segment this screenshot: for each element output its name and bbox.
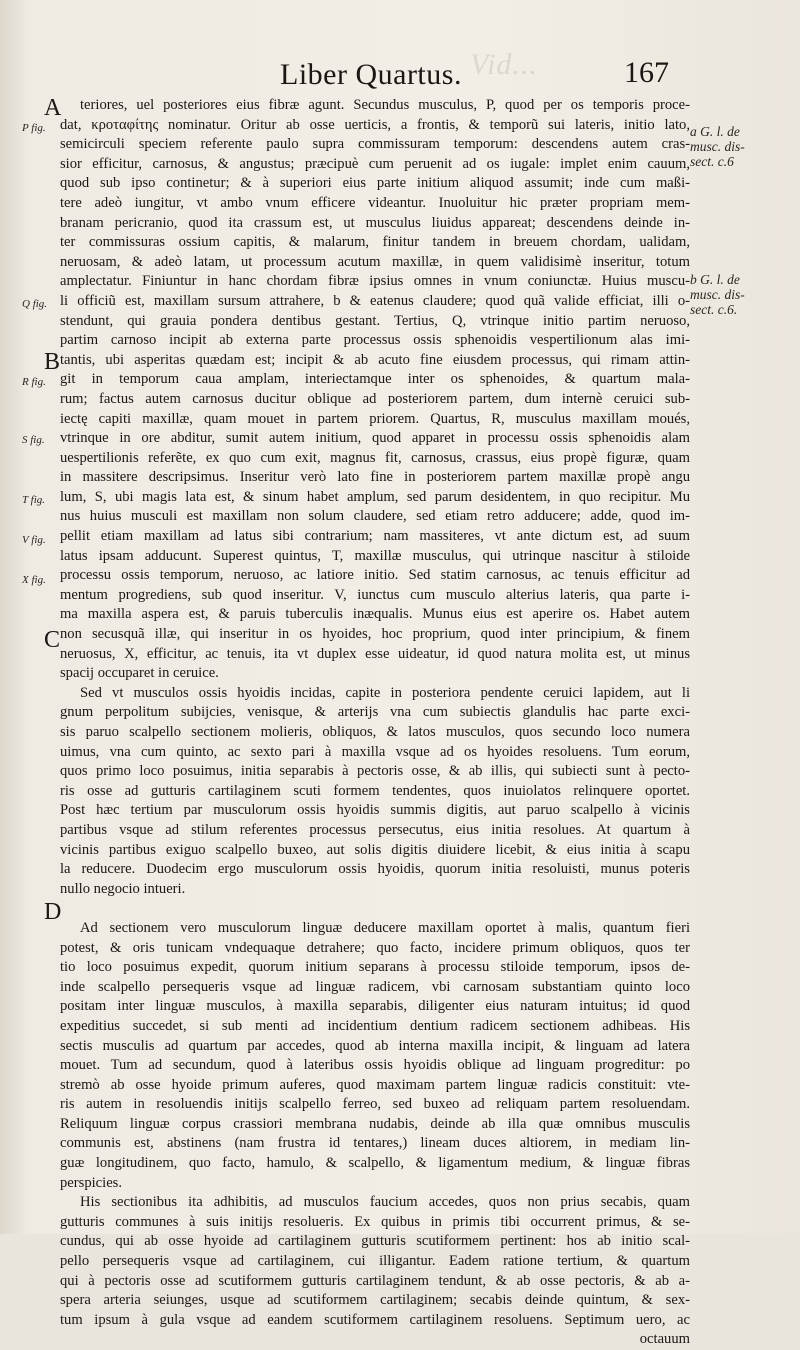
- text-line: communis est, abstinens (nam frustra id tentares,) lineam duces altiorem, in mediam lin-: [60, 1135, 690, 1152]
- text-line: Post hæc tertium par musculorum ossis hyoidis summis digitis, aut paruo scalpello à vicinis: [60, 802, 690, 819]
- margin-note-t: T fig.: [22, 494, 46, 506]
- section-letter-d: D: [44, 899, 62, 925]
- text-line: neruosus, X, efficitur, ac tenuis, ita vt duplex esse uideatur, id quod natura molita est, ut minus: [60, 645, 690, 662]
- text-line: iectę capiti maxillæ, quam mouet in partem priorem. Quartus, R, musculus maxillam moués,: [60, 410, 690, 427]
- text-line: vtrinque in ore abditur, sumit autem initium, quod apparet in processu ossis sphenoidis alam: [60, 430, 690, 447]
- text-line: la reducere. Duodecim ergo musculorum ossis hyoidis, quorum initia resoluisti, munus poteris: [60, 861, 690, 878]
- text-line: quod sub ipso continetur; & à superiori eius parte initium aliquod assumit; inde cum maßi-: [60, 175, 690, 192]
- gloss-line: sect. c.6: [690, 154, 734, 169]
- text-line: Ad sectionem vero musculorum linguæ deducere maxillam oportet à malis, quantum fieri: [80, 919, 690, 936]
- section-letter-b: B: [44, 349, 61, 375]
- text-line: tum ipsum à gula vsque ad eandem scutiformem cartilaginem resoluens. Septimum uero, ac: [60, 1311, 690, 1328]
- side-gloss-a: [690, 124, 745, 169]
- text-line: tere adeò iungitur, vt ambo vnum efficere videantur. Inuoluitur hic præter propriam mem-: [60, 194, 690, 211]
- text-line: sis paruo scalpello sectionem molieris, obliquos, & latos musculos, quos secundo loco numera: [60, 724, 690, 740]
- body-text: [60, 96, 690, 1350]
- text-line: mentum progrediens, sub quod inseritur. V, iunctus cum musculo alterius lateris, qua parte i-: [60, 586, 690, 603]
- text-line: spera arteria seiunges, usque ad scutiformem cartilaginem; secabis deinde quintum, & sex-: [60, 1292, 690, 1309]
- text-line: processu ossis temporum, neruoso, ac latiore initio. Sed statim carnosus, ac tenuis efficitur ad: [60, 567, 690, 584]
- text-line: lum, S, ubi magis lata est, & sinum habet amplum, sed parum desidentem, in quo recipitur. Mu: [60, 488, 690, 505]
- text-line: stendunt, qui grauia pondera dentibus gestant. Tertius, Q, vtrinque initio partim neruoso,: [60, 312, 690, 329]
- text-line: gnum perpolitum subijcies, venisque, & arterijs vna cum subiectis glandulis hac parte exci-: [60, 704, 690, 721]
- text-line: tio loco posuimus expedit, quorum initium separans à processu stiloide temporum, ipsos de-: [60, 959, 690, 976]
- text-line: qui à pectoris osse ad scutiformem gutturis cartilaginem tendunt, & ab osse pectoris, & ab a-: [60, 1272, 690, 1289]
- text-line: positam inter linguæ musculos, à maxilla separabis, diligenter eius naturam intuitus; id quod: [60, 998, 690, 1015]
- gloss-line: a G. l. de: [690, 124, 740, 139]
- text-line: rum; factus autem carnosus ducitur oblique ad posteriorem partem, dum internè ceruici sub-: [60, 390, 690, 407]
- section-letter-c: C: [44, 627, 61, 653]
- text-line: sectis musculis ad quartum par accedes, quod ab interna maxilla incipit, & linguam ad latera: [60, 1037, 690, 1054]
- gloss-line: b G. l. de: [690, 272, 740, 287]
- text-line: uimus, vna cum quinto, ac sexto pari à maxilla vsque ad os hyoides resoluens. Tum eorum,: [60, 743, 690, 760]
- margin-note-q: Q fig.: [22, 298, 48, 310]
- margin-note-r: R fig.: [22, 376, 46, 388]
- gloss-line: sect. c.6.: [690, 302, 738, 317]
- section-letter-a: A: [44, 95, 62, 121]
- gloss-line: musc. dis-: [690, 139, 745, 154]
- text-line: Reliquum linguæ corpus crassiori membrana nudabis, deinde ab illa quæ omnibus musculis: [60, 1115, 690, 1132]
- text-line: ma maxilla aspera est, & paruis tuberculis inæqualis. Munus eius est aperire os. Habet autem: [60, 606, 690, 623]
- text-line: expeditius succedet, si sub menti ad incidentium dentium radicem sectionem adhibeas. His: [60, 1017, 690, 1034]
- text-line: partibus vsque ad stilum referentes processus persecutus, eius initia resolues. At quartum à: [60, 821, 690, 838]
- text-line: gutturis communes à suis initijs resolueris. Ex quibus in primis tibi occurrent primus, & se-: [60, 1213, 690, 1230]
- text-line: teriores, uel posteriores eius fibræ agunt. Secundus musculus, P, quod per os temporis proce-: [80, 97, 690, 113]
- margin-note-x: X fig.: [22, 574, 46, 586]
- text-line: perspicies.: [60, 1174, 123, 1191]
- margin-note-v: V fig.: [22, 534, 46, 546]
- margin-note-s: S fig.: [22, 434, 45, 446]
- page-number: 167: [624, 56, 669, 89]
- text-line: git in temporum caua amplam, interiectamque inter os sphenoides, & quartum mala-: [60, 371, 690, 388]
- text-line: tantis, ubi asperitas quædam est; incipit & ab acuto fine eiusdem processus, qui rimam attin-: [60, 351, 690, 368]
- text-line: neruosam, & adeò latam, ut processum acutum maxillæ, in quem validisimè inseritur, totum: [60, 253, 690, 270]
- text-line: li officiũ est, maxillam sursum attrahere, b & eatenus claudere; quod quã valide efficiat, illi o-: [60, 292, 690, 309]
- text-line: quos primo loco posuimus, initia separabis à pectoris osse, & ab illis, qui subiecti sunt à pecto-: [60, 763, 690, 780]
- text-line: nus huius musculi est maxillam non solum claudere, sed etiam retro adducere; adde, quod im-: [60, 508, 690, 525]
- text-line: partim carnoso incipit ab externa parte processus ossis sphenoidis vespertilionum alas imi-: [60, 332, 690, 349]
- running-head: Liber Quartus.: [280, 58, 462, 91]
- text-line: inde scalpello persequeris vsque ad linguæ radicem, vbi carnosam substantiam quinto loco: [60, 978, 690, 995]
- text-line: branam pericranio, quod ita crassum est, ut musculus liuidus appareat; descendens deinde in-: [60, 214, 690, 231]
- margin-note-p: P fig.: [22, 122, 46, 134]
- text-line: sior efficitur, carnosus, & angustus; præcipuè cum peruenit ad os iugale: implet enim cauum,: [60, 155, 690, 172]
- text-line: nullo negocio intueri.: [60, 880, 186, 897]
- text-line: Sed vt musculos ossis hyoidis incidas, capite in posteriora pendente ceruici lapidem, aut li: [80, 684, 690, 701]
- text-line: non secusquã illæ, qui inseritur in os hyoides, hoc proprium, quod inter principium, & finem: [60, 626, 690, 643]
- side-gloss-b: [690, 272, 745, 317]
- text-line: stremò ab osse hyoide primum auferes, quod maximam partem linguæ radicis constituit: vte-: [60, 1076, 690, 1093]
- text-line: pello persequeris vsque ad cartilaginem, cui illigantur. Eadem ratione tertium, & quartum: [60, 1253, 690, 1270]
- text-line: in massitere descripsimus. Inseritur verò lato fine in posteriorem partem maxillæ propè angu: [60, 469, 690, 486]
- text-line: vicinis partibus exiguo scalpello buxeo, aut solis digitis diuidere licebit, & eius initia à scapu: [60, 841, 690, 858]
- text-line: cundus, qui ab osse hyoide ad cartilaginem gutturis scutiformem pertinent: hos ab initio scal-: [60, 1233, 690, 1250]
- text-line: pellit etiam maxillam ad latus sibi contrarium; nam massiteres, vt ante dictum est, ad suum: [60, 528, 690, 545]
- text-line: semicirculi speciem referente paulo supra commissuram temporum: descendens autem cras-: [60, 136, 690, 153]
- text-line: guæ longitudinem, quo facto, hamulo, & scalpello, & ligamentum medium, & linguæ fibras: [60, 1155, 690, 1172]
- text-line: ris osse ad gutturis cartilaginem scuti formem tendentes, quos inuiolatos relinquere oportet.: [60, 782, 690, 799]
- text-line: mouet. Tum ad secundum, quod à lateribus ossis hyoidis oblique ad linguam progreditur: po: [60, 1057, 690, 1074]
- text-line: uespertilionis referẽte, ex quo cum exit, magnus fit, carnosus, crassus, eius propè figuræ, quam: [60, 449, 690, 466]
- gloss-line: musc. dis-: [690, 287, 745, 302]
- text-line: latus ipsam adducunt. Superest quintus, T, maxillæ musculus, qui utrinque nascitur à stiloide: [60, 547, 690, 564]
- show-through-text: Vid...: [470, 48, 538, 81]
- text-line: dat, κροταφίτης nominatur. Oritur ab osse uerticis, a frontis, & temporũ sui lateris, initio lato,: [60, 116, 690, 133]
- text-line: potest, & oris tunicam vndequaque detrahere; quo facto, incidere primum obliquos, quos ter: [60, 939, 690, 956]
- catchword: octauum: [639, 1331, 690, 1348]
- text-line: amplectatur. Finiuntur in hanc chordam fibræ ipsius omnes in vnum coniunctæ. Huius muscu-: [60, 273, 690, 290]
- text-line: ter commissuras ossium capitis, & malarum, finitur tandem in breuem chordam, ualidam,: [60, 234, 690, 251]
- text-line: ris autem in resoluendis initijs scalpello ferreo, sed buxeo ad reliquam partem resoluendam.: [60, 1096, 690, 1113]
- text-line: His sectionibus ita adhibitis, ad musculos faucium accedes, quos non prius secabis, quam: [80, 1194, 690, 1211]
- text-line: spacij occuparet in ceruice.: [60, 665, 219, 682]
